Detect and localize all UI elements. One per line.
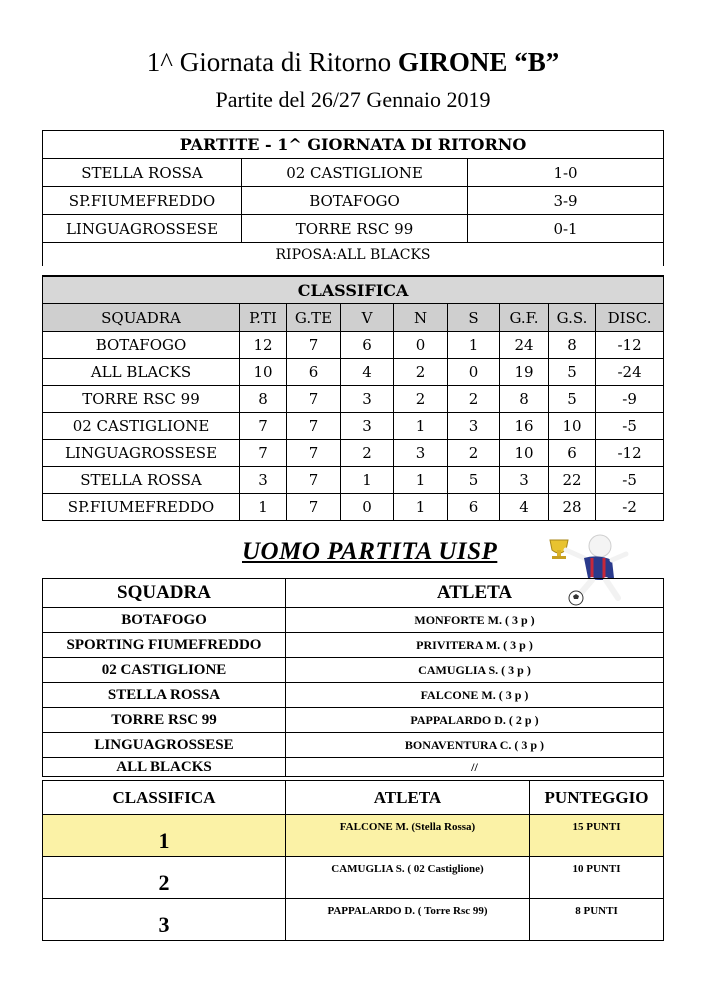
man-of-match-row xyxy=(43,708,664,733)
cell-squadra: BOTAFOGO xyxy=(43,332,240,359)
cell-nulle: 2 xyxy=(394,386,448,413)
cell-nulle: 2 xyxy=(394,359,448,386)
title-group: GIRONE “B” xyxy=(397,47,560,77)
standings-row xyxy=(43,467,664,494)
riposa-note: RIPOSA:ALL BLACKS xyxy=(43,243,664,267)
match-score: 3-9 xyxy=(468,187,664,215)
player-ranking-header-row xyxy=(43,781,664,815)
cell-sconfitte: 0 xyxy=(448,359,500,386)
title-main: 1^ Giornata di Ritorno xyxy=(146,47,392,77)
cell-gol-subiti: 8 xyxy=(549,332,596,359)
man-of-match-row xyxy=(43,683,664,708)
cell-disciplina: -12 xyxy=(596,440,664,467)
man-of-match-row xyxy=(43,633,664,658)
page-subtitle: Partite del 26/27 Gennaio 2019 xyxy=(215,87,491,112)
cell-disciplina: -9 xyxy=(596,386,664,413)
cell-punti: 10 xyxy=(240,359,287,386)
standings-header-row xyxy=(43,304,664,332)
athlete-name: MONFORTE M. ( 3 p ) xyxy=(286,608,664,633)
cell-giocate: 7 xyxy=(287,440,341,467)
athlete-points: 8 PUNTI xyxy=(530,899,664,941)
man-of-match-row xyxy=(43,733,664,758)
cell-gol-subiti: 22 xyxy=(549,467,596,494)
rank-position: 3 xyxy=(43,899,286,941)
ranked-athlete: FALCONE M. (Stella Rossa) xyxy=(286,815,530,857)
cell-punti: 12 xyxy=(240,332,287,359)
cell-sconfitte: 3 xyxy=(448,413,500,440)
cell-gol-fatti: 16 xyxy=(500,413,549,440)
athlete-name: BONAVENTURA C. ( 3 p ) xyxy=(286,733,664,758)
standings-heading: CLASSIFICA xyxy=(43,276,664,304)
cell-gol-subiti: 5 xyxy=(549,359,596,386)
col-punteggio-header: PUNTEGGIO xyxy=(530,781,664,815)
cell-disciplina: -5 xyxy=(596,413,664,440)
cell-squadra: ALL BLACKS xyxy=(43,359,240,386)
col-disciplina: DISC. xyxy=(596,304,664,332)
cell-vinte: 1 xyxy=(341,467,394,494)
man-of-match-heading: UOMO PARTITA UISP xyxy=(242,538,498,565)
cell-disciplina: -24 xyxy=(596,359,664,386)
cell-squadra: TORRE RSC 99 xyxy=(43,386,240,413)
page-title xyxy=(0,46,706,78)
col-gol-fatti: G.F. xyxy=(500,304,549,332)
cell-gol-fatti: 8 xyxy=(500,386,549,413)
cell-punti: 3 xyxy=(240,467,287,494)
athlete-name: FALCONE M. ( 3 p ) xyxy=(286,683,664,708)
man-of-match-row xyxy=(43,758,664,777)
team-name: 02 CASTIGLIONE xyxy=(43,658,286,683)
cell-sconfitte: 5 xyxy=(448,467,500,494)
team-name: ALL BLACKS xyxy=(43,758,286,777)
team-name: LINGUAGROSSESE xyxy=(43,733,286,758)
match-away: BOTAFOGO xyxy=(242,187,468,215)
col-squadra: SQUADRA xyxy=(43,304,240,332)
player-ranking-row xyxy=(43,857,664,899)
team-name: SPORTING FIUMEFREDDO xyxy=(43,633,286,658)
cell-punti: 8 xyxy=(240,386,287,413)
standings-row xyxy=(43,359,664,386)
standings-table xyxy=(42,275,664,521)
ranked-athlete: PAPPALARDO D. ( Torre Rsc 99) xyxy=(286,899,530,941)
cell-disciplina: -12 xyxy=(596,332,664,359)
cell-giocate: 7 xyxy=(287,413,341,440)
cell-gol-fatti: 24 xyxy=(500,332,549,359)
match-row xyxy=(43,187,664,215)
cell-gol-fatti: 19 xyxy=(500,359,549,386)
cell-gol-fatti: 4 xyxy=(500,494,549,521)
cell-gol-subiti: 5 xyxy=(549,386,596,413)
col-punti: P.TI xyxy=(240,304,287,332)
cell-gol-fatti: 3 xyxy=(500,467,549,494)
player-ranking-row xyxy=(43,899,664,941)
cell-vinte: 3 xyxy=(341,386,394,413)
cell-giocate: 7 xyxy=(287,494,341,521)
man-of-match-header-row xyxy=(43,579,664,608)
standings-row xyxy=(43,413,664,440)
match-away: TORRE RSC 99 xyxy=(242,215,468,243)
team-name: TORRE RSC 99 xyxy=(43,708,286,733)
ranked-athlete: CAMUGLIA S. ( 02 Castiglione) xyxy=(286,857,530,899)
athlete-name: PRIVITERA M. ( 3 p ) xyxy=(286,633,664,658)
cell-sconfitte: 2 xyxy=(448,386,500,413)
rank-position: 1 xyxy=(43,815,286,857)
standings-row xyxy=(43,440,664,467)
match-row xyxy=(43,159,664,187)
cell-disciplina: -2 xyxy=(596,494,664,521)
cell-disciplina: -5 xyxy=(596,467,664,494)
man-of-match-row xyxy=(43,608,664,633)
cell-gol-subiti: 28 xyxy=(549,494,596,521)
cell-sconfitte: 6 xyxy=(448,494,500,521)
standings-row xyxy=(43,386,664,413)
col-atleta-header: ATLETA xyxy=(286,781,530,815)
athlete-name: PAPPALARDO D. ( 2 p ) xyxy=(286,708,664,733)
matches-table xyxy=(42,130,664,266)
col-sconfitte: S xyxy=(448,304,500,332)
man-of-match-row xyxy=(43,658,664,683)
cell-giocate: 7 xyxy=(287,332,341,359)
player-ranking-row xyxy=(43,815,664,857)
team-name: BOTAFOGO xyxy=(43,608,286,633)
cell-sconfitte: 2 xyxy=(448,440,500,467)
cell-vinte: 6 xyxy=(341,332,394,359)
cell-sconfitte: 1 xyxy=(448,332,500,359)
col-nulle: N xyxy=(394,304,448,332)
match-home: SP.FIUMEFREDDO xyxy=(43,187,242,215)
cell-giocate: 7 xyxy=(287,386,341,413)
col-gol-subiti: G.S. xyxy=(549,304,596,332)
cell-punti: 1 xyxy=(240,494,287,521)
cell-squadra: STELLA ROSSA xyxy=(43,467,240,494)
cell-gol-subiti: 10 xyxy=(549,413,596,440)
cell-giocate: 6 xyxy=(287,359,341,386)
match-score: 0-1 xyxy=(468,215,664,243)
match-score: 1-0 xyxy=(468,159,664,187)
match-row xyxy=(43,215,664,243)
cell-squadra: LINGUAGROSSESE xyxy=(43,440,240,467)
cell-vinte: 0 xyxy=(341,494,394,521)
athlete-points: 10 PUNTI xyxy=(530,857,664,899)
match-home: LINGUAGROSSESE xyxy=(43,215,242,243)
match-home: STELLA ROSSA xyxy=(43,159,242,187)
col-atleta-header: ATLETA xyxy=(286,579,664,608)
cell-nulle: 3 xyxy=(394,440,448,467)
cell-nulle: 1 xyxy=(394,467,448,494)
standings-row xyxy=(43,332,664,359)
cell-vinte: 3 xyxy=(341,413,394,440)
athlete-points: 15 PUNTI xyxy=(530,815,664,857)
cell-squadra: 02 CASTIGLIONE xyxy=(43,413,240,440)
cell-giocate: 7 xyxy=(287,467,341,494)
cell-nulle: 1 xyxy=(394,413,448,440)
rank-position: 2 xyxy=(43,857,286,899)
cell-nulle: 0 xyxy=(394,332,448,359)
cell-gol-subiti: 6 xyxy=(549,440,596,467)
col-vinte: V xyxy=(341,304,394,332)
athlete-name: // xyxy=(286,758,664,777)
cell-vinte: 2 xyxy=(341,440,394,467)
team-name: STELLA ROSSA xyxy=(43,683,286,708)
match-away: 02 CASTIGLIONE xyxy=(242,159,468,187)
standings-row xyxy=(43,494,664,521)
col-squadra-header: SQUADRA xyxy=(43,579,286,608)
matches-heading: PARTITE - 1^ GIORNATA DI RITORNO xyxy=(43,131,664,159)
cell-vinte: 4 xyxy=(341,359,394,386)
player-ranking-table xyxy=(42,780,664,941)
athlete-name: CAMUGLIA S. ( 3 p ) xyxy=(286,658,664,683)
col-classifica-header: CLASSIFICA xyxy=(43,781,286,815)
cell-squadra: SP.FIUMEFREDDO xyxy=(43,494,240,521)
man-of-match-table xyxy=(42,578,664,777)
cell-punti: 7 xyxy=(240,413,287,440)
cell-nulle: 1 xyxy=(394,494,448,521)
cell-punti: 7 xyxy=(240,440,287,467)
cell-gol-fatti: 10 xyxy=(500,440,549,467)
col-giocate: G.TE xyxy=(287,304,341,332)
